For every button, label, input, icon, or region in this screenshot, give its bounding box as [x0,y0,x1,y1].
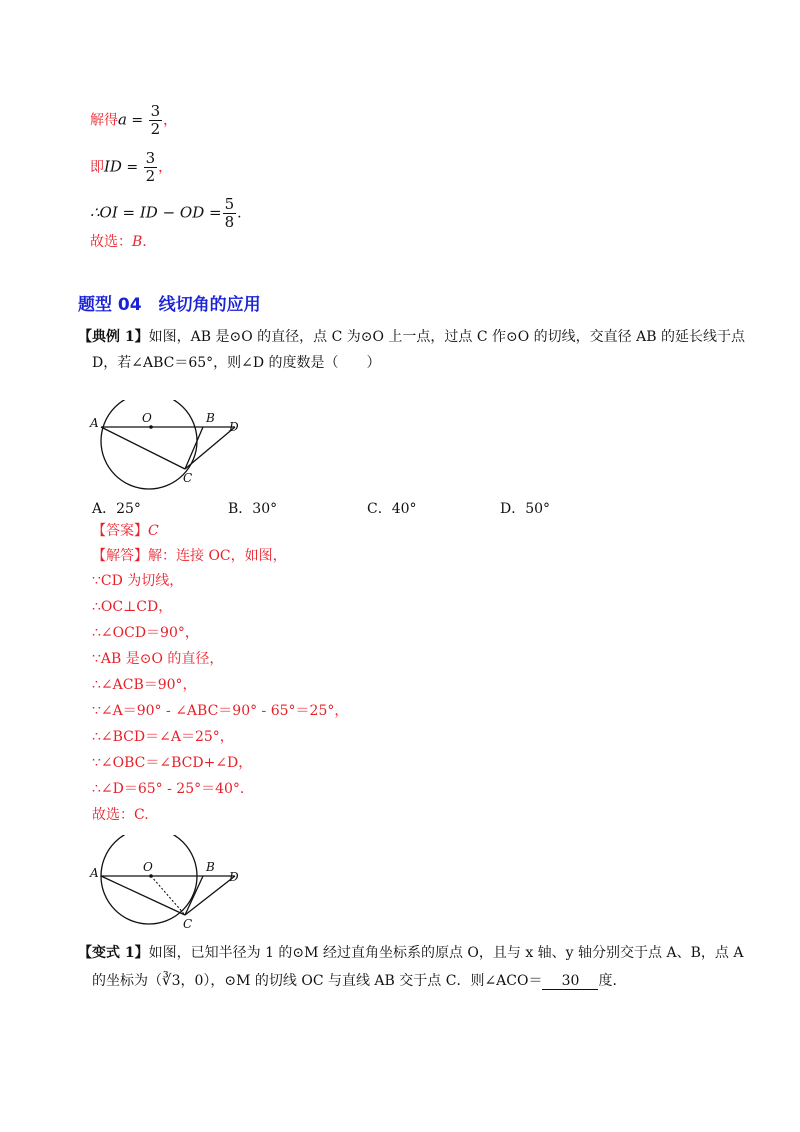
solution-step-4: ∵AB 是⊙O 的直径， [92,651,224,667]
geometry-figure-2 [88,835,248,930]
example-text1: 如图，AB 是⊙O 的直径，点 C 为⊙O 上一点，过点 C 作⊙O 的切线，交直径 AB 的延长线于点 [148,329,745,345]
option-c[interactable]: C．40° [367,501,417,517]
variant-text2-coord: 3，0），⊙M 的切线 OC 与直线 AB 交于点 C．则∠ACO＝ [171,973,543,989]
solution-step-5: ∴∠ACB＝90°， [92,677,197,693]
variant-text2-post: 度． [598,973,627,989]
frac-den: 8 [224,213,235,231]
center-dot [149,874,153,878]
choose-end: . [142,234,147,250]
tangent-cd [185,427,235,469]
ji-prefix: 即 [90,159,104,176]
solution-step-6: ∵∠A＝90° - ∠ABC＝90° - 65°＝25°， [92,703,349,719]
frac-5-8 [223,196,237,231]
section-heading: 题型 04 线切角的应用 [78,295,261,315]
label-d: D [229,870,239,884]
ji-line: 即ID = $\frac{3}{2}$ ， [90,149,173,185]
frac-num: 5 [224,195,235,213]
solve-prefix: 解得 [90,112,118,129]
chord-bc [185,427,203,469]
label-b: B [206,860,215,874]
solve-var: a [118,110,127,129]
circle [101,835,197,924]
label-c: C [183,917,193,930]
frac-den: 2 [145,167,156,185]
option-b[interactable]: B．30° [228,501,278,517]
example-line2: D，若∠ABC＝65°，则∠D 的度数是（ ） [92,355,381,371]
comma: ， [163,112,178,129]
option-d[interactable]: D．50° [500,501,551,517]
choose-label: 故选： [90,234,132,250]
id-label: ID [104,157,122,176]
label-c: C [183,471,193,485]
label-o: O [143,860,153,874]
period: . [237,205,242,222]
frac-3-2-a [149,103,163,138]
therefore-expr: ∴OI = ID − OD = [90,203,222,222]
solution-step-3: ∴∠OCD＝90°， [92,625,199,641]
answer-tag: 【答案】 [92,523,148,539]
solution-tag: 【解答】 [92,548,148,564]
frac-den: 2 [150,120,161,138]
solution-final: 故选：C. [92,807,149,823]
choose-line [90,232,147,252]
cube-root-icon: ∛ [162,971,172,989]
choose-answer: B [132,234,143,250]
option-a[interactable]: A．25° [92,501,141,517]
example-line1 [78,327,745,347]
variant-text1: 如图，已知半径为 1 的⊙M 经过直角坐标系的原点 O，且与 x 轴、y 轴分别交于点 A、B，点 A [148,945,744,961]
variant-line1 [78,943,743,963]
center-dot [149,425,153,429]
variant-line2 [92,970,626,991]
solution-step-2: ∴OC⊥CD， [92,599,173,615]
answer-line [92,521,159,541]
radius-oc-dashed [151,876,185,915]
solution-step-9: ∴∠D＝65° - 25°＝40°. [92,781,245,797]
geometry-figure-1 [88,400,248,490]
chord-bc [185,876,203,915]
variant-text2-pre: 的坐标为（ [92,973,162,989]
comma: ， [158,159,173,176]
solution-step-1: ∵CD 为切线， [92,573,184,589]
label-a: A [90,416,99,430]
frac-num: 3 [145,149,156,167]
frac-num: 3 [150,102,161,120]
solution-step-7: ∴∠BCD＝∠A＝25°， [92,729,234,745]
solution-intro-text: 解：连接 OC，如图， [148,548,287,564]
example-tag: 【典例 1】 [78,329,149,345]
solution-intro [92,546,287,566]
therefore-line [90,196,242,231]
frac-3-2-id [144,150,158,185]
answer-blank[interactable]: 30 [542,973,598,990]
label-b: B [206,411,215,425]
label-d: D [229,420,239,434]
label-o: O [142,411,152,425]
variant-tag: 【变式 1】 [78,945,149,961]
solve-line: 解得a = $\frac{3}{2}$ ， [90,102,178,138]
chord-ac [101,427,185,469]
label-a: A [90,866,99,880]
answer-value: C [148,523,159,539]
solution-step-8: ∵∠OBC＝∠BCD+∠D， [92,755,253,771]
